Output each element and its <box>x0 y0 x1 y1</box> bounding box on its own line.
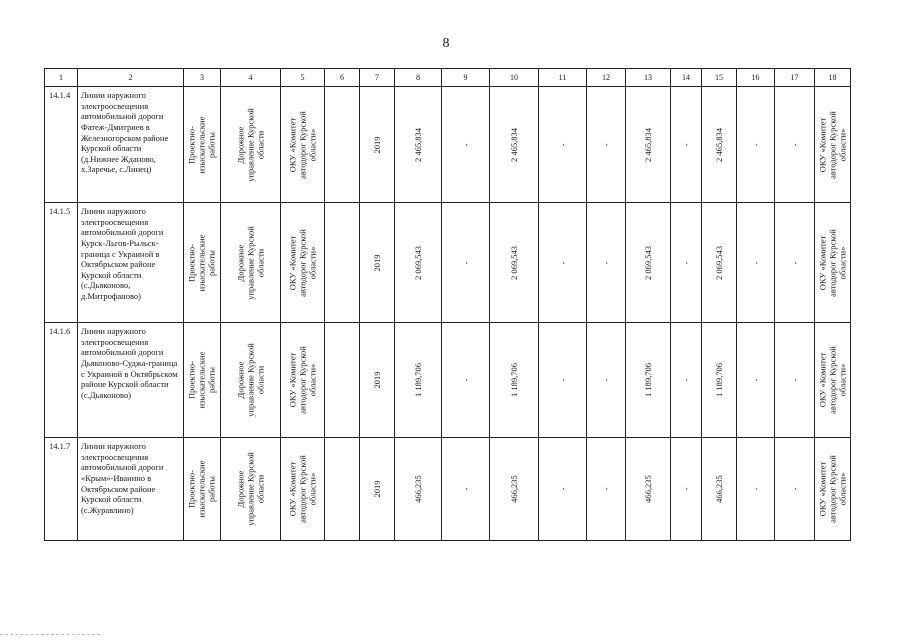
executor-text-line: ОКУ «Комитет <box>287 235 298 290</box>
cell-executor <box>281 323 325 438</box>
column-header-10: 10 <box>490 69 539 87</box>
cell-work-type <box>184 203 221 323</box>
cell-17 <box>775 203 815 323</box>
cell-18 <box>815 87 851 203</box>
executor-text-line: области» <box>307 472 318 506</box>
cell-customer <box>221 438 281 541</box>
cell-name <box>78 87 184 203</box>
cell-code <box>45 203 78 323</box>
work-type-text-line: Проектно- <box>186 243 197 282</box>
cell-executor <box>281 438 325 541</box>
cell-14 <box>671 203 702 323</box>
table-row <box>45 438 851 541</box>
column-header-7: 7 <box>360 69 395 87</box>
value-10: 1 189,706 <box>508 363 519 397</box>
column-header-13: 13 <box>626 69 671 87</box>
cell-9 <box>442 323 490 438</box>
column-header-8: 8 <box>395 69 442 87</box>
responsible-text-line: ОКУ «Комитет <box>817 117 828 172</box>
value-11: - <box>557 487 568 491</box>
value-11: - <box>557 143 568 146</box>
value-10: 466,235 <box>508 475 519 503</box>
executor-text-line: автодорог Курской <box>297 346 308 414</box>
cell-16 <box>737 203 775 323</box>
value-9: - <box>460 487 471 491</box>
program-table <box>44 68 851 541</box>
responsible-text-line: ОКУ «Комитет <box>817 352 828 408</box>
cell-6 <box>325 438 360 541</box>
work-type-text-line: изыскательские <box>196 460 207 518</box>
work-type-text-line: Проектно- <box>186 125 197 164</box>
cell-12 <box>587 87 626 203</box>
executor-text-line: автодорог Курской <box>297 110 308 179</box>
year-text: 2019 <box>371 371 382 389</box>
work-type-text-line: работы <box>207 476 218 502</box>
cell-executor <box>281 87 325 203</box>
item-code: 14.1.7 <box>49 441 71 451</box>
item-code: 14.1.5 <box>49 206 71 216</box>
cell-year <box>360 87 395 203</box>
year-text: 2019 <box>371 480 382 498</box>
customer-text-line: управление Курской <box>245 452 256 526</box>
work-type-text-line: работы <box>207 131 218 158</box>
cell-14 <box>671 87 702 203</box>
value-8: 2 069,543 <box>412 245 423 280</box>
executor-text-line: ОКУ «Комитет <box>287 461 298 517</box>
cell-15 <box>702 203 737 323</box>
cell-18 <box>815 323 851 438</box>
executor-text-line: ОКУ «Комитет <box>287 352 298 408</box>
object-name: Линии наружного электроосвещения автомобильной дороги Дьяконово-Суджа-граница с Украиной в Октябрьском районе Курской области (с.Дьяконово) <box>81 326 178 400</box>
cell-9 <box>442 438 490 541</box>
column-header-12: 12 <box>587 69 626 87</box>
value-17: - <box>789 143 800 146</box>
cell-11 <box>539 438 587 541</box>
value-10: 2 069,543 <box>508 245 519 280</box>
cell-17 <box>775 438 815 541</box>
cell-15 <box>702 87 737 203</box>
value-9: - <box>460 143 471 146</box>
object-name: Линии наружного электроосвещения автомобильной дороги Фатеж-Дмитриев в Железногорском районе Курской области (д.Нижнее Жданово, х.Заречье, с.Линец) <box>81 90 169 175</box>
cell-11 <box>539 203 587 323</box>
executor-text-line: области» <box>307 363 318 397</box>
work-type-text-line: изыскательские <box>196 116 207 173</box>
customer-text-line: Дорожное <box>235 126 246 163</box>
work-type-text <box>187 234 218 291</box>
column-header-1: 1 <box>45 69 78 87</box>
table-row <box>45 323 851 438</box>
value-15: 466,235 <box>713 475 724 503</box>
customer-text-line: области <box>255 474 266 504</box>
cell-17 <box>775 323 815 438</box>
work-type-text-line: Проектно- <box>186 361 197 399</box>
value-13: 2 069,543 <box>642 245 653 280</box>
value-17: - <box>789 487 800 491</box>
cell-12 <box>587 203 626 323</box>
value-13: 466,235 <box>642 475 653 503</box>
value-14: - <box>680 261 691 264</box>
customer-text-line: управление Курской <box>245 343 256 417</box>
value-17: - <box>789 261 800 264</box>
work-type-text-line: изыскательские <box>196 351 207 409</box>
cell-12 <box>587 438 626 541</box>
cell-code <box>45 438 78 541</box>
value-17: - <box>789 378 800 382</box>
responsible-text-line: области» <box>837 128 848 161</box>
executor-text <box>287 455 318 523</box>
value-13: 1 189,706 <box>642 363 653 397</box>
value-10: 2 465,834 <box>508 127 519 162</box>
customer-text <box>235 108 266 182</box>
customer-text-line: управление Курской <box>245 225 256 300</box>
work-type-text-line: Проектно- <box>186 470 197 508</box>
cell-15 <box>702 323 737 438</box>
responsible-text-line: ОКУ «Комитет <box>817 461 828 517</box>
value-14: - <box>680 143 691 146</box>
cell-9 <box>442 87 490 203</box>
cell-year <box>360 323 395 438</box>
responsible-text-line: автодорог Курской <box>827 228 838 297</box>
column-header-5: 5 <box>281 69 325 87</box>
cell-18 <box>815 203 851 323</box>
customer-text <box>235 226 266 300</box>
value-13: 2 465,834 <box>642 127 653 162</box>
column-header-15: 15 <box>702 69 737 87</box>
cell-10 <box>490 438 539 541</box>
cell-work-type <box>184 438 221 541</box>
cell-12 <box>587 323 626 438</box>
value-8: 466,235 <box>412 475 423 503</box>
year-text: 2019 <box>371 136 382 153</box>
customer-text-line: Дорожное <box>235 470 246 508</box>
value-9: - <box>460 378 471 382</box>
cell-work-type <box>184 323 221 438</box>
column-header-18: 18 <box>815 69 851 87</box>
executor-text-line: автодорог Курской <box>297 455 308 523</box>
responsible-text <box>817 346 848 414</box>
customer-text-line: области <box>255 365 266 395</box>
table-row <box>45 203 851 323</box>
cell-name <box>78 438 184 541</box>
cell-10 <box>490 203 539 323</box>
cell-9 <box>442 203 490 323</box>
cell-13 <box>626 87 671 203</box>
responsible-text-line: области» <box>837 472 848 506</box>
column-header-11: 11 <box>539 69 587 87</box>
value-8: 1 189,706 <box>412 363 423 397</box>
customer-text-line: области <box>255 248 266 277</box>
value-15: 2 465,834 <box>713 127 724 162</box>
executor-text-line: автодорог Курской <box>297 228 308 297</box>
object-name: Линии наружного электроосвещения автомобильной дороги «Крым»-Иванино в Октябрьском районе Курской области (с.Журавлино) <box>81 441 164 515</box>
column-header-6: 6 <box>325 69 360 87</box>
responsible-text-line: области» <box>837 363 848 397</box>
column-header-2: 2 <box>78 69 184 87</box>
footer-divider <box>0 634 100 636</box>
responsible-text <box>817 229 848 297</box>
page-number: 8 <box>442 36 450 51</box>
cell-8 <box>395 323 442 438</box>
value-12: - <box>600 487 611 491</box>
executor-text <box>287 229 318 297</box>
value-15: 2 069,543 <box>713 245 724 280</box>
cell-17 <box>775 87 815 203</box>
cell-6 <box>325 323 360 438</box>
cell-13 <box>626 438 671 541</box>
cell-13 <box>626 323 671 438</box>
cell-customer <box>221 87 281 203</box>
cell-10 <box>490 87 539 203</box>
cell-6 <box>325 203 360 323</box>
cell-10 <box>490 323 539 438</box>
customer-text <box>235 452 266 526</box>
value-12: - <box>600 378 611 382</box>
column-header-9: 9 <box>442 69 490 87</box>
work-type-text-line: работы <box>207 249 218 276</box>
cell-6 <box>325 87 360 203</box>
customer-text <box>235 343 266 417</box>
cell-15 <box>702 438 737 541</box>
cell-16 <box>737 87 775 203</box>
cell-16 <box>737 438 775 541</box>
work-type-text <box>187 352 218 409</box>
cell-18 <box>815 438 851 541</box>
value-11: - <box>557 378 568 382</box>
value-16: - <box>750 487 761 491</box>
item-code: 14.1.4 <box>49 90 71 100</box>
responsible-text <box>817 111 848 179</box>
value-16: - <box>750 143 761 146</box>
value-12: - <box>600 261 611 264</box>
value-11: - <box>557 261 568 264</box>
cell-8 <box>395 87 442 203</box>
cell-11 <box>539 323 587 438</box>
executor-text-line: области» <box>307 246 318 279</box>
work-type-text <box>187 461 218 518</box>
cell-customer <box>221 323 281 438</box>
executor-text <box>287 111 318 179</box>
value-14: - <box>680 378 691 382</box>
cell-8 <box>395 203 442 323</box>
cell-customer <box>221 203 281 323</box>
column-header-16: 16 <box>737 69 775 87</box>
cell-year <box>360 438 395 541</box>
cell-name <box>78 203 184 323</box>
responsible-text-line: автодорог Курской <box>827 110 838 179</box>
cell-name <box>78 323 184 438</box>
customer-text-line: управление Курской <box>245 107 256 182</box>
customer-text-line: Дорожное <box>235 361 246 399</box>
cell-code <box>45 323 78 438</box>
executor-text-line: области» <box>307 128 318 161</box>
value-15: 1 189,706 <box>713 363 724 397</box>
cell-work-type <box>184 87 221 203</box>
cell-13 <box>626 203 671 323</box>
customer-text-line: Дорожное <box>235 244 246 281</box>
value-16: - <box>750 261 761 264</box>
column-header-17: 17 <box>775 69 815 87</box>
cell-executor <box>281 203 325 323</box>
responsible-text-line: автодорог Курской <box>827 455 838 523</box>
responsible-text-line: области» <box>837 246 848 279</box>
executor-text <box>287 346 318 414</box>
executor-text-line: ОКУ «Комитет <box>287 117 298 172</box>
work-type-text-line: изыскательские <box>196 234 207 291</box>
cell-11 <box>539 87 587 203</box>
value-9: - <box>460 261 471 264</box>
cell-14 <box>671 438 702 541</box>
year-text: 2019 <box>371 254 382 271</box>
responsible-text <box>817 455 848 523</box>
responsible-text-line: ОКУ «Комитет <box>817 235 828 290</box>
item-code: 14.1.6 <box>49 326 71 336</box>
value-16: - <box>750 378 761 382</box>
customer-text-line: области <box>255 130 266 159</box>
responsible-text-line: автодорог Курской <box>827 346 838 414</box>
object-name: Линии наружного электроосвещения автомобильной дороги Курск-Льгов-Рыльск-граница с Украиной в Октябрьском районе Курской области (с.Дьяконово, д.Митрофаново) <box>81 206 164 301</box>
table-row <box>45 87 851 203</box>
value-12: - <box>600 143 611 146</box>
cell-code <box>45 87 78 203</box>
cell-8 <box>395 438 442 541</box>
cell-16 <box>737 323 775 438</box>
cell-year <box>360 203 395 323</box>
work-type-text-line: работы <box>207 367 218 393</box>
column-header-3: 3 <box>184 69 221 87</box>
column-header-4: 4 <box>221 69 281 87</box>
value-8: 2 465,834 <box>412 127 423 162</box>
cell-14 <box>671 323 702 438</box>
table-header-row <box>45 69 851 87</box>
value-14: - <box>680 487 691 491</box>
column-header-14: 14 <box>671 69 702 87</box>
work-type-text <box>187 116 218 173</box>
